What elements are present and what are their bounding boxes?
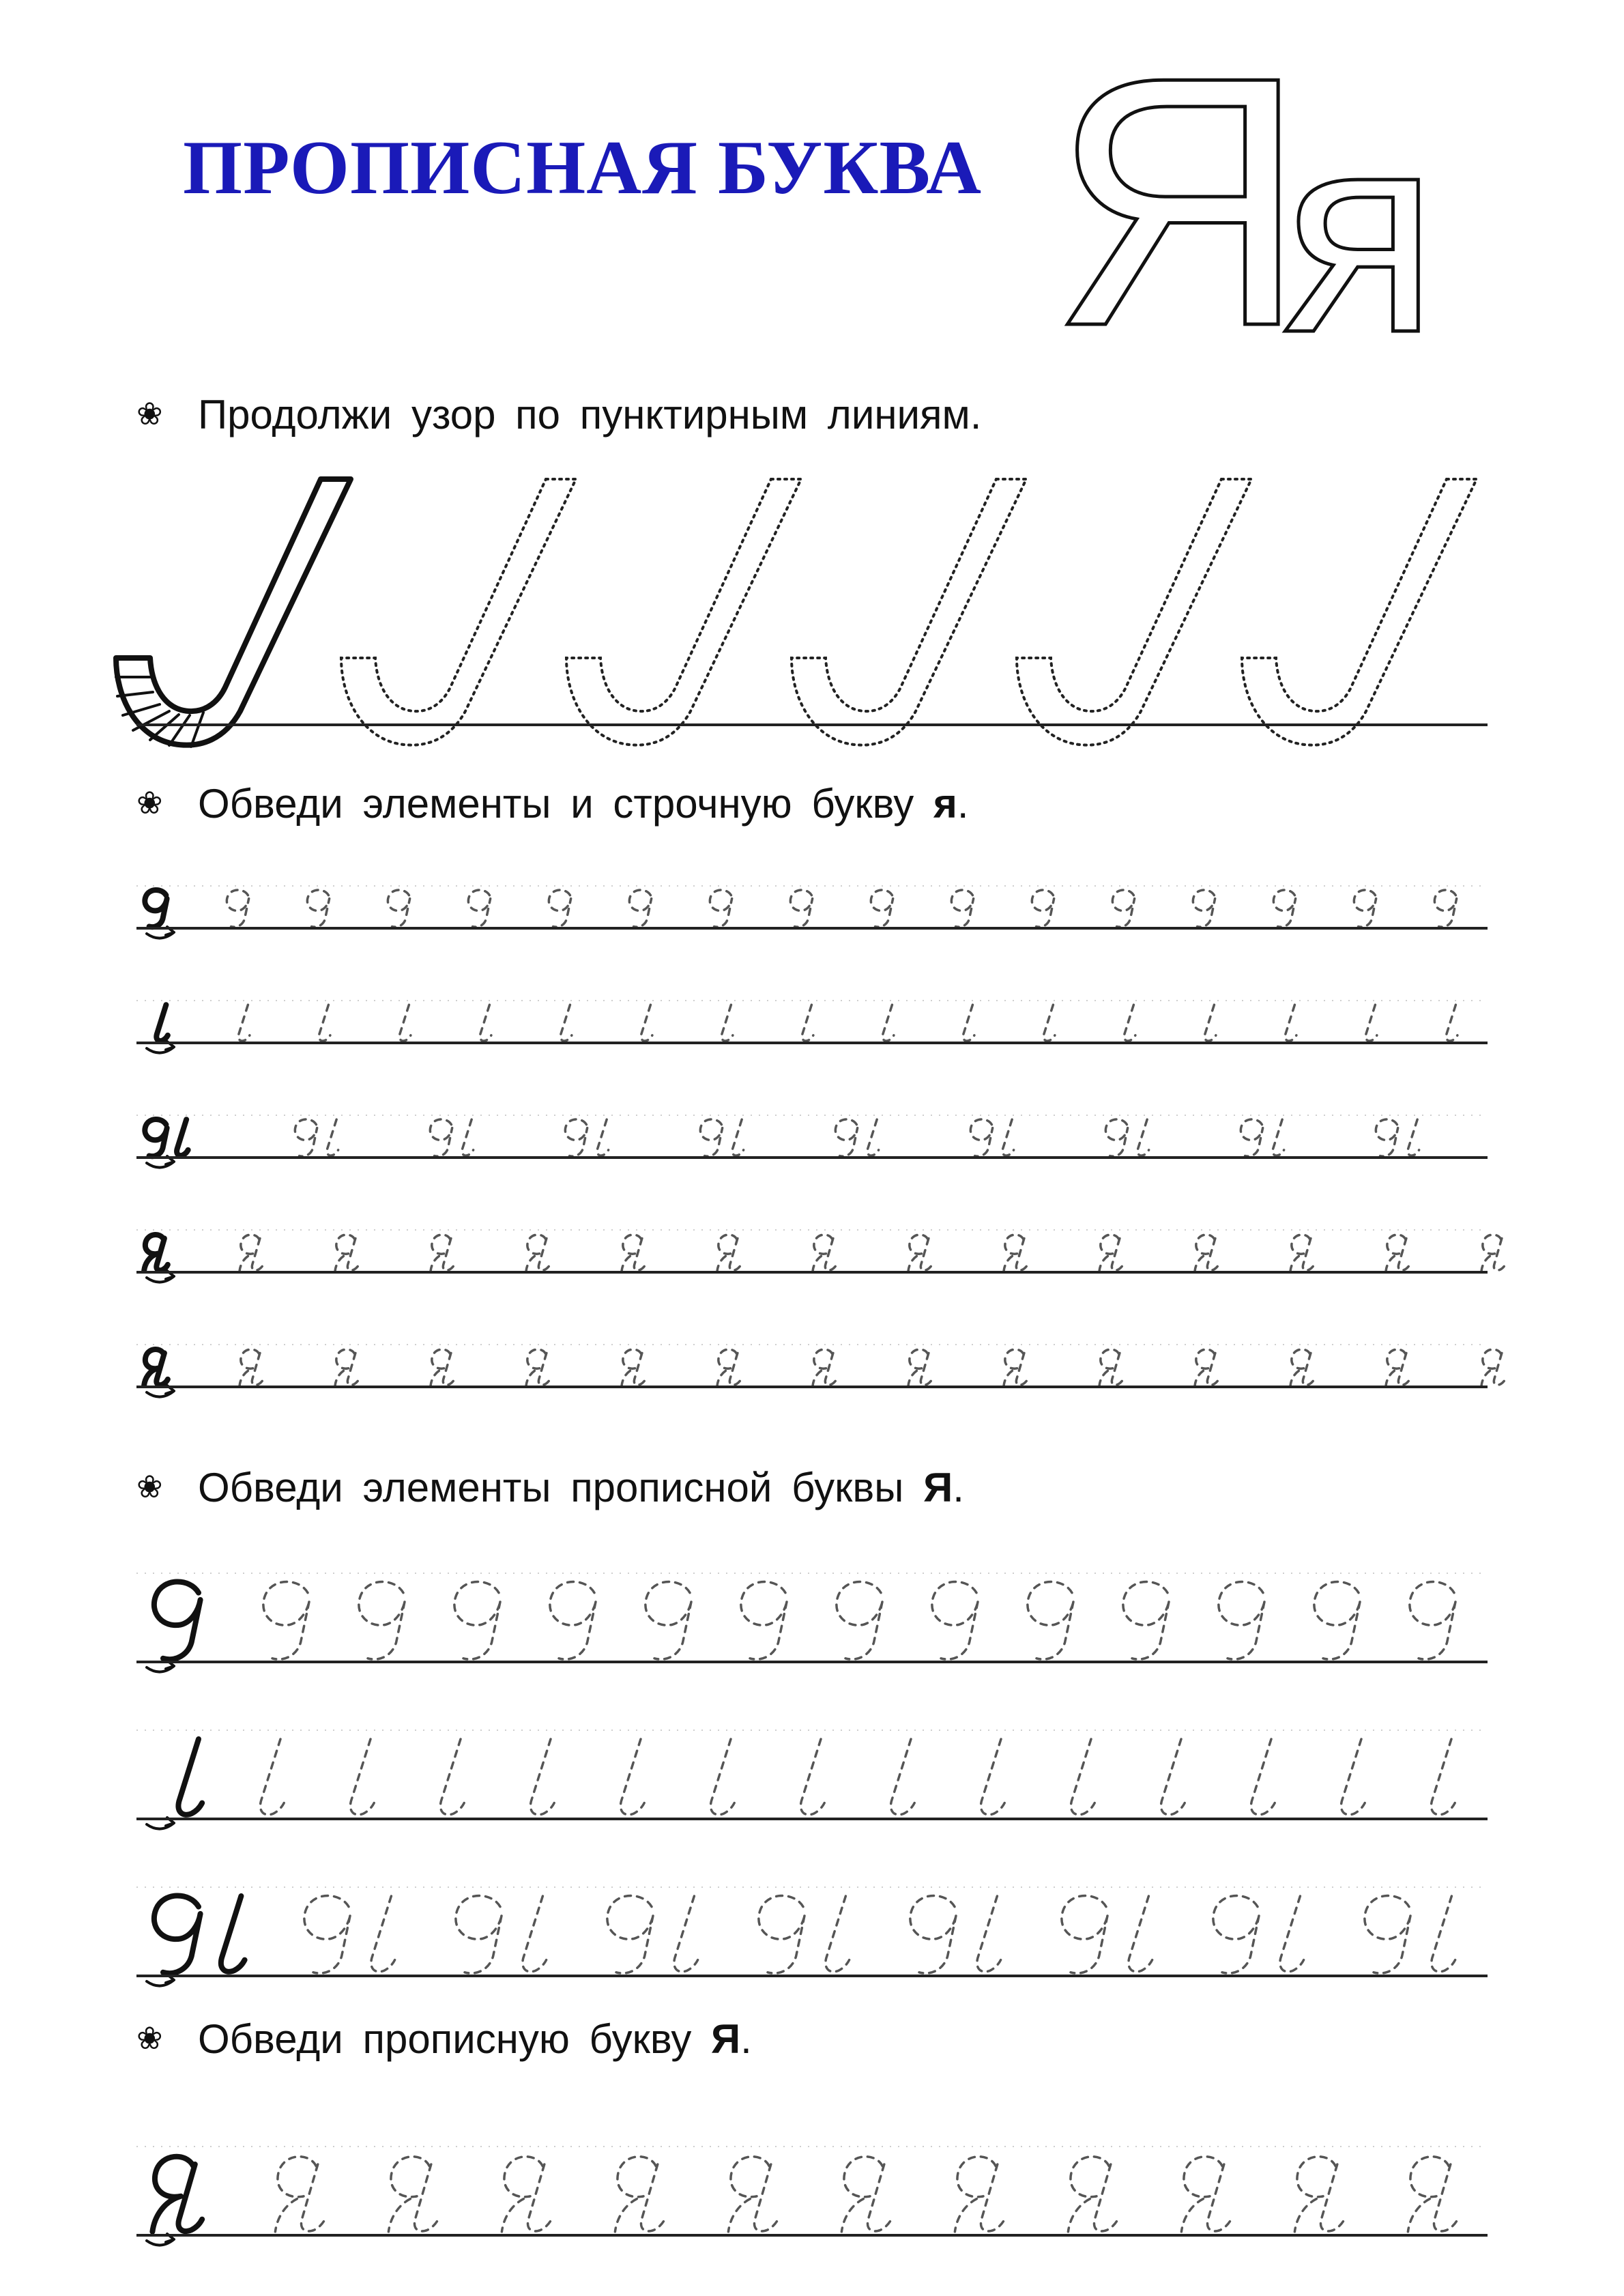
trace-glyph <box>456 1895 547 1973</box>
pattern-trace-5[interactable] <box>1242 479 1477 745</box>
trace-row-capital-letter[interactable] <box>0 2102 1624 2266</box>
pattern-trace-3[interactable] <box>792 479 1026 745</box>
task-1-text: Продолжи узор по пунктирным линиям. <box>198 392 982 437</box>
hero-lowercase-letter: я <box>1283 72 1438 348</box>
pattern-trace-1[interactable] <box>341 479 576 745</box>
trace-glyph <box>622 1349 646 1385</box>
pattern-trace-4[interactable] <box>1017 479 1251 745</box>
trace-glyph <box>1285 1005 1296 1041</box>
trace-glyph <box>1251 1739 1275 1815</box>
trace-glyph <box>717 1349 741 1385</box>
trace-glyph <box>335 1349 359 1385</box>
trace-row-capital-oval[interactable] <box>0 1536 1624 1693</box>
task-2-letter: я <box>933 781 957 827</box>
trace-glyph <box>480 1005 491 1041</box>
flower-icon: ❀ <box>136 785 163 820</box>
trace-row-capital-hook[interactable] <box>0 1693 1624 1850</box>
trace-glyph <box>1386 1235 1410 1270</box>
trace-glyph <box>1004 1235 1028 1270</box>
trace-glyph <box>1213 1895 1304 1973</box>
trace-glyph <box>1376 1119 1419 1156</box>
trace-glyph <box>1446 1005 1458 1041</box>
trace-glyph <box>1161 1739 1185 1815</box>
trace-glyph <box>526 1235 550 1270</box>
trace-glyph <box>721 1005 733 1041</box>
trace-glyph <box>802 1005 813 1041</box>
trace-glyph <box>963 1005 974 1041</box>
trace-glyph <box>240 1235 263 1270</box>
trace-glyph <box>399 1005 411 1041</box>
trace-glyph <box>1341 1739 1365 1815</box>
trace-glyph <box>335 1235 359 1270</box>
trace-glyph <box>549 890 570 927</box>
trace-glyph <box>1241 1119 1284 1156</box>
trace-glyph <box>1032 890 1054 927</box>
trace-glyph <box>646 1581 692 1659</box>
trace-glyph <box>1365 1005 1377 1041</box>
task-3-instruction: ❀ Обведи элементы прописной буквы Я. <box>136 1465 964 1510</box>
trace-glyph <box>759 1895 850 1973</box>
trace-glyph <box>1062 1895 1152 1973</box>
trace-glyph <box>1365 1895 1455 1973</box>
pattern-trace-2[interactable] <box>566 479 801 745</box>
trace-glyph <box>890 1739 914 1815</box>
trace-glyph <box>260 1739 284 1815</box>
trace-glyph <box>1290 1235 1314 1270</box>
trace-glyph <box>240 1349 263 1385</box>
trace-glyph <box>1193 890 1215 927</box>
task-3-text: Обведи элементы прописной буквы <box>198 1465 924 1510</box>
trace-glyph <box>1105 1119 1148 1156</box>
model-glyph <box>152 2157 202 2232</box>
trace-glyph <box>955 2157 1004 2232</box>
trace-glyph <box>350 1739 374 1815</box>
trace-row-hook[interactable] <box>0 968 1624 1077</box>
trace-row-lowercase-letter[interactable] <box>0 1197 1624 1306</box>
trace-glyph <box>431 1349 454 1385</box>
trace-glyph <box>560 1005 572 1041</box>
trace-glyph <box>710 1739 734 1815</box>
trace-glyph <box>526 1349 550 1385</box>
trace-glyph <box>1219 1581 1265 1659</box>
trace-row-oval-hook[interactable] <box>0 1082 1624 1192</box>
trace-glyph <box>1099 1235 1123 1270</box>
trace-glyph <box>1434 890 1456 927</box>
trace-glyph <box>837 1581 883 1659</box>
model-glyph <box>144 1235 168 1270</box>
page-title: ПРОПИСНАЯ БУКВА <box>183 126 983 210</box>
trace-glyph <box>454 1581 501 1659</box>
trace-glyph <box>981 1739 1004 1815</box>
trace-glyph <box>1204 1005 1216 1041</box>
trace-glyph <box>468 890 490 927</box>
trace-glyph <box>1124 1005 1135 1041</box>
trace-glyph <box>1112 890 1134 927</box>
model-glyph <box>156 1005 168 1041</box>
trace-glyph <box>1294 2157 1344 2232</box>
trace-glyph <box>1408 2157 1458 2232</box>
trace-glyph <box>970 1119 1013 1156</box>
trace-glyph <box>800 1739 824 1815</box>
model-glyph <box>145 890 166 927</box>
task-2-text: Обведи элементы и строчную букву <box>198 781 933 827</box>
trace-glyph <box>1068 2157 1118 2232</box>
pattern-example <box>116 479 351 747</box>
trace-row-oval[interactable] <box>0 853 1624 962</box>
trace-glyph <box>530 1739 554 1815</box>
trace-glyph <box>1354 890 1376 927</box>
task-1-instruction <box>136 394 981 435</box>
trace-row-lowercase-letter-2[interactable] <box>0 1312 1624 1421</box>
trace-glyph <box>790 890 812 927</box>
trace-glyph <box>710 890 731 927</box>
model-glyph <box>178 1739 202 1815</box>
trace-glyph <box>319 1005 330 1041</box>
trace-glyph <box>1290 1349 1314 1385</box>
task-4-letter: Я <box>711 2016 741 2062</box>
trace-glyph <box>908 1235 932 1270</box>
trace-glyph <box>615 2157 665 2232</box>
trace-glyph <box>620 1739 644 1815</box>
trace-glyph <box>440 1739 464 1815</box>
trace-glyph <box>502 2157 551 2232</box>
task-4-instruction: ❀ Обведи прописную букву Я. <box>136 2016 752 2062</box>
trace-glyph <box>238 1005 250 1041</box>
model-glyph <box>144 1349 168 1385</box>
trace-row-capital-oval-hook[interactable] <box>0 1850 1624 2007</box>
trace-glyph <box>813 1349 837 1385</box>
trace-glyph <box>700 1119 743 1156</box>
trace-glyph <box>565 1119 608 1156</box>
trace-glyph <box>908 1349 932 1385</box>
trace-glyph <box>951 890 973 927</box>
trace-glyph <box>910 1895 1001 1973</box>
task-2-instruction: ❀ Обведи элементы и строчную букву я. <box>136 781 969 827</box>
trace-glyph <box>1123 1581 1170 1659</box>
trace-glyph <box>227 890 248 927</box>
trace-glyph <box>295 1119 338 1156</box>
trace-glyph <box>1181 2157 1231 2232</box>
trace-glyph <box>835 1119 878 1156</box>
trace-glyph <box>307 890 329 927</box>
trace-glyph <box>641 1005 652 1041</box>
trace-glyph <box>388 890 409 927</box>
trace-glyph <box>1314 1581 1361 1659</box>
trace-glyph <box>932 1581 978 1659</box>
trace-glyph <box>550 1581 596 1659</box>
hero-letter-outline <box>1051 48 1528 348</box>
task-4-text: Обведи прописную букву <box>198 2016 712 2062</box>
trace-glyph <box>728 2157 778 2232</box>
flower-icon: ❀ <box>136 2020 163 2056</box>
trace-glyph <box>1195 1235 1219 1270</box>
trace-glyph <box>741 1581 787 1659</box>
trace-glyph <box>1071 1739 1094 1815</box>
trace-glyph <box>388 2157 438 2232</box>
model-glyph <box>154 1581 201 1659</box>
trace-glyph <box>1043 1005 1055 1041</box>
trace-glyph <box>629 890 651 927</box>
trace-glyph <box>882 1005 894 1041</box>
task-3-letter: Я <box>923 1465 953 1510</box>
trace-glyph <box>871 890 893 927</box>
trace-glyph <box>304 1895 395 1973</box>
flower-icon: ❀ <box>136 1469 163 1504</box>
trace-glyph <box>717 1235 741 1270</box>
trace-glyph <box>841 2157 891 2232</box>
trace-glyph <box>359 1581 405 1659</box>
trace-glyph <box>1195 1349 1219 1385</box>
trace-glyph <box>1273 890 1295 927</box>
model-glyph <box>145 1119 188 1156</box>
trace-glyph <box>1481 1349 1505 1385</box>
pattern-row <box>0 471 1624 744</box>
trace-glyph <box>263 1581 310 1659</box>
trace-glyph <box>1481 1235 1505 1270</box>
trace-glyph <box>430 1119 473 1156</box>
trace-glyph <box>1386 1349 1410 1385</box>
hero-uppercase-letter: Я <box>1051 48 1307 348</box>
flower-icon: ❀ <box>136 396 163 431</box>
trace-glyph <box>622 1235 646 1270</box>
trace-glyph <box>1004 1349 1028 1385</box>
trace-glyph <box>813 1235 837 1270</box>
trace-glyph <box>1410 1581 1456 1659</box>
model-glyph <box>154 1895 245 1973</box>
trace-glyph <box>275 2157 325 2232</box>
trace-glyph <box>1028 1581 1074 1659</box>
trace-glyph <box>607 1895 698 1973</box>
trace-glyph <box>1431 1739 1455 1815</box>
trace-glyph <box>1099 1349 1123 1385</box>
trace-glyph <box>431 1235 454 1270</box>
